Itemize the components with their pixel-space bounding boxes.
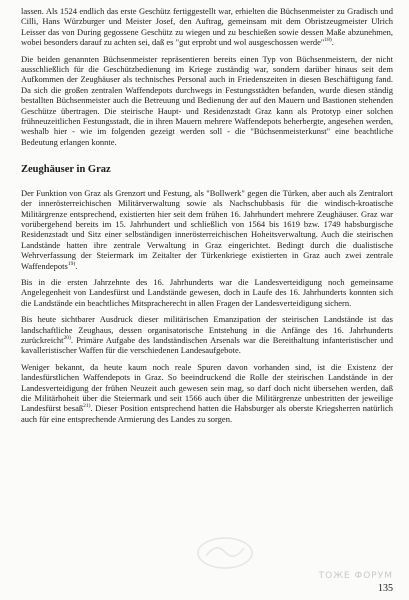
page-number: 135 [378, 583, 393, 594]
paragraph-2: Die beiden genannten Büchsenmeister repräsentieren bereits einen Typ von Büchsenmeistern, der nicht ausschließlich für die Geschützbedienung im Kriege zuständig war, sondern darüber hinaus seit dem Aufkommen der Zeughäuser als technisches Personal auch in Friedenszeiten in diesen Beschäftigung fand. Da sich die großen zentralen Waffendepots durchwegs in Festungsstädten befanden, wurde diesen ständig bestallten Büchsenmeister auch die Betreuung und Bedienung der auf den Mauern und Bastionen stehenden Geschütze übertragen. Die steirische Haupt- und Residenzstadt Graz kann als Prototyp einer solchen frühneuzeitlichen Festungsstadt, die in ihren Mauern mehrere Waffendepots beherbergte, angesehen werden, weshalb hier - wie im folgenden gezeigt werden soll - die "Büchsenmeisterkunst" eine beachtliche Bedeutung erlangen konnte. [21, 53, 393, 147]
paragraph-4: Bis in die ersten Jahrzehnte des 16. Jahrhunderts war die Landesverteidigung noch gemeinsame Angelegenheit von Landesfürst und Landstände gewesen, doch in Laufe des 16. Jahrhunderts konnten sich die Landstände ein beachtliches Mitspracherecht in allen Fragen der Landesverteidigung sichern. [21, 276, 393, 308]
watermark-text: ТОЖЕ ФОРУМ [318, 571, 393, 581]
footnote-ref-20: 20) [63, 335, 71, 342]
paragraph-1: lassen. Als 1524 endlich das erste Geschütz fertiggestellt war, erhielten die Büchsenmeister zu Gradisch und Cilli, Hans Würzburger und Meister Josef, den Auftrag, gemeinsam mit dem Obristzeugmeister Ulrich Leisser das von During gegossene Geschütz zu wiegen und zu beschießen sowie dessen Maße abzunehmen, wobei besonders darauf zu achten sei, daß es "gut erprobt und wol ausgeschossen werde"$^{18)}$. [21, 6, 393, 48]
page-footer [319, 571, 393, 594]
section-heading: Zeughäuser in Graz [21, 164, 111, 176]
footnote-ref-21: 21) [83, 403, 91, 410]
footnote-ref-18: 18) [324, 37, 332, 44]
body-text [21, 6, 393, 430]
watermark-seal-icon [196, 536, 254, 570]
paragraph-6: Weniger bekannt, da heute kaum noch reale Spuren davon vorhanden sind, ist die Existenz der landesfürstlichen Waffendepots in Graz. So beeindruckend die Rolle der steirischen Landstände in der Landesverteidigung der frühen Neuzeit auch gewesen sein mag, so darf doch nicht übersehen werden, daß die Militärhoheit über die Steiermark und seit 1566 auch über die Militärgrenze unbestritten der jeweilige Landesfürst besaß$^{21)}$. Dieser Position entsprechend hatten die Habsburger als oberste Kriegsherren natürlich auch für eine entsprechende Armierung des Landes zu sorgen. [21, 361, 393, 424]
footnote-ref-19: 19) [67, 260, 76, 267]
paragraph-5: Bis heute sichtbarer Ausdruck dieser militärischen Emanzipation der steirischen Landstände ist das landschaftliche Zeughaus, dessen organisatorische Entstehung in die Anfänge des 16. Jahrhunderts zurückreicht$^{20)}$. Primäre Aufgabe des landständischen Arsenals war die Bereithaltung infanteristischer und kavalleristischer Waffen für die verschiedenen Landesaufgebote. [21, 314, 393, 356]
paragraph-3: Der Funktion von Graz als Grenzort und Festung, als "Bollwerk" gegen die Türken, aber auch als Zentralort der innerösterreichischen Militärverwaltung sowie als Nachschubbasis für die windisch-kroatische Militärgrenze entsprechend, existierten hier seit dem frühen 16. Jahrhundert mehrere Zeughäuser. Graz war vorübergehend bereits im 15. Jahrhundert und schließlich von 1564 bis 1619 bzw. 1749 habsburgische Residenzstadt und Sitz einer selbständigen innerösterreichischen Hoheitsverwaltung. Auch die steirischen Landstände hatten ihre zentrale Verwaltung in Graz eingerichtet. Bedingt durch die dualistische Wehrverfassung der Steiermark im Zeitalter der Türkenkriege existierten in Graz auch zwei zentrale Waffendepots$^{19)}$. [21, 187, 393, 271]
